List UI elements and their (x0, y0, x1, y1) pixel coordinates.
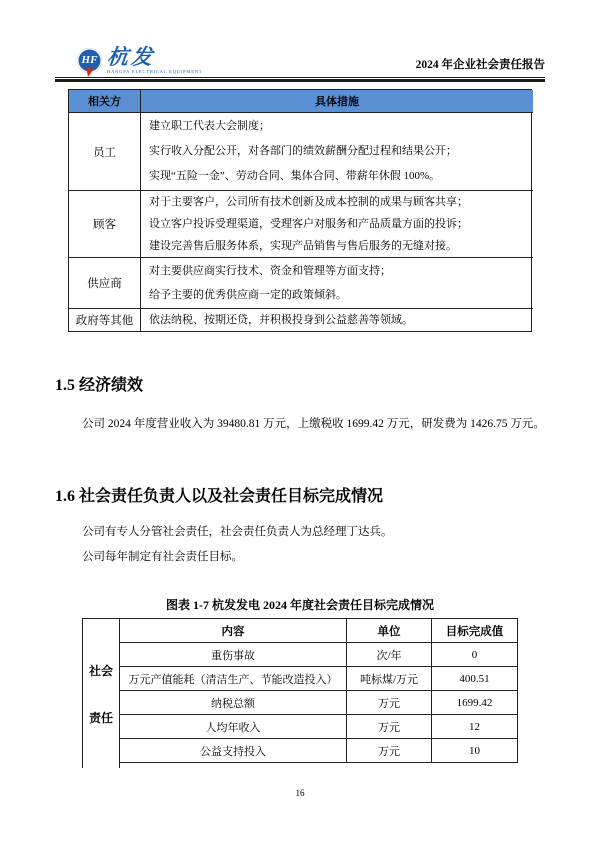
logo-tagline: HANGFA ELECTRICAL EQUIPMENT (107, 68, 203, 74)
stakeholder-table-header-party: 相关方 (69, 90, 141, 112)
goal-table-group-label (82, 618, 120, 768)
goal-cell-value: 400.51 (432, 667, 518, 691)
measure-line: 对主要供应商实行技术、资金和管理等方面支持； (149, 265, 391, 277)
group-label-line: 责任 (88, 710, 113, 725)
goal-cell-content: 万元产值能耗（清洁生产、节能改造投入） (120, 667, 347, 691)
goal-cell-content: 人均年收入 (120, 715, 347, 739)
header-rule-thick (55, 79, 545, 82)
measure-line: 建设完善售后服务体系，实现产品销售与售后服务的无缝对接。 (149, 240, 457, 252)
logo-text-block (105, 44, 203, 75)
goal-cell-content: 纳税总额 (120, 691, 347, 715)
goal-table-grid (120, 618, 518, 763)
goal-header-content: 内容 (120, 619, 347, 643)
goal-cell-unit: 万元 (347, 715, 432, 739)
section-heading-economic: 1.5 经济绩效 (55, 377, 144, 394)
economic-paragraph: 公司 2024 年度营业收入为 39480.81 万元，上缴税收 1699.42 万元，研发费为 1426.75 万元。 (82, 418, 545, 430)
goal-cell-unit: 次/年 (347, 643, 432, 667)
logo-red-flag-icon (84, 67, 94, 77)
stakeholder-table (68, 89, 532, 332)
goal-cell-value: 1699.42 (432, 691, 518, 715)
document-title: 2024 年企业社会责任报告 (415, 59, 545, 71)
measure-line: 建立职工代表大会制度； (149, 120, 270, 132)
measure-line: 对于主要客户，公司所有技术创新及成本控制的成果与顾客共享； (149, 196, 468, 208)
goal-cell-unit: 万元 (347, 739, 432, 763)
logo-company-name: 杭发 (105, 44, 157, 69)
goal-cell-value: 12 (432, 715, 518, 739)
responsibility-paragraph: 公司有专人分管社会责任，社会责任负责人为总经理丁达兵。 (82, 526, 393, 538)
section-heading-responsibility: 1.6 社会责任负责人以及社会责任目标完成情况 (55, 488, 384, 505)
table-row-measures (141, 257, 533, 308)
table-row-party: 政府等其他 (69, 308, 141, 331)
table-row-party: 供应商 (69, 257, 141, 308)
table-row-measures (141, 190, 533, 257)
goal-cell-value: 10 (432, 739, 518, 763)
page-number: 16 (295, 788, 305, 798)
goal-cell-unit: 万元 (347, 691, 432, 715)
goal-cell-value: 0 (432, 643, 518, 667)
table-row-party: 顾客 (69, 190, 141, 257)
goal-table-caption: 图表 1-7 杭发发电 2024 年度社会责任目标完成情况 (166, 598, 434, 612)
responsibility-paragraphs (55, 520, 545, 570)
page-header (55, 36, 545, 74)
measure-line: 给予主要的优秀供应商一定的政策倾斜。 (149, 289, 347, 301)
goal-cell-unit: 吨标煤/万元 (347, 667, 432, 691)
logo-hf-icon (77, 48, 102, 73)
group-label-line: 社会 (88, 663, 113, 678)
company-logo (77, 44, 203, 75)
responsibility-paragraph: 公司每年制定有社会责任目标。 (82, 551, 243, 563)
goal-header-value: 目标完成值 (432, 619, 518, 643)
table-row-measures (141, 112, 533, 190)
stakeholder-table-header-measures: 具体措施 (141, 90, 533, 112)
measure-line: 实行收入分配公开，对各部门的绩效薪酬分配过程和结果公开； (149, 145, 457, 157)
goal-table (82, 618, 518, 768)
measure-line: 依法纳税、按期还贷，并积极投身到公益慈善等领域。 (149, 313, 413, 326)
goal-cell-content: 重伤事故 (120, 643, 347, 667)
table-row-party: 员工 (69, 112, 141, 190)
header-rule-thin (55, 77, 545, 78)
logo-hf-monogram: HF (81, 54, 98, 67)
measure-line: 设立客户投诉受理渠道，受理客户对服务和产品质量方面的投诉； (149, 218, 468, 230)
goal-header-unit: 单位 (347, 619, 432, 643)
table-row-measures (141, 308, 533, 331)
goal-cell-content: 公益支持投入 (120, 739, 347, 763)
measure-line: 实现“五险一金”、劳动合同、集体合同、带薪年休假 100%。 (149, 170, 441, 182)
